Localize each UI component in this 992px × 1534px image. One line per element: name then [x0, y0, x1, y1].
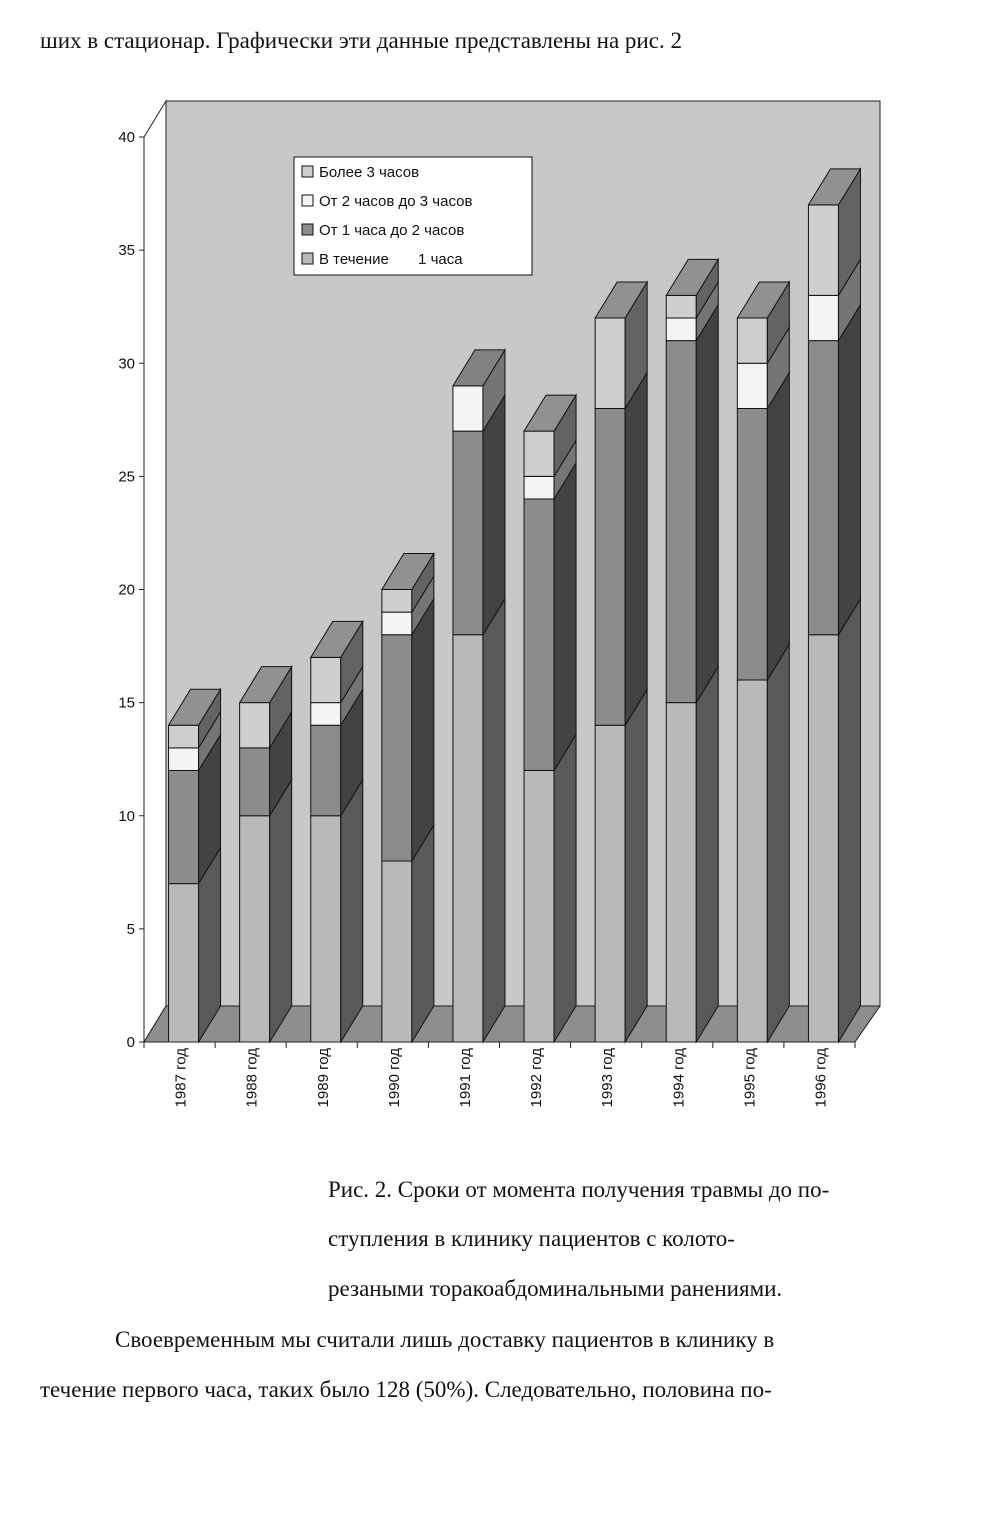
bar-segment — [808, 305, 860, 635]
bar-segment-side — [625, 373, 647, 726]
bar-segment-front — [595, 409, 625, 726]
x-tick-label: 1992 год — [528, 1048, 546, 1108]
bar-segment — [595, 373, 647, 726]
bar-segment-side — [483, 395, 505, 635]
legend-item — [302, 222, 464, 239]
bar-segment-side — [554, 463, 576, 771]
y-tick-label: 35 — [118, 242, 135, 260]
bar-segment — [666, 667, 718, 1042]
legend-item — [302, 251, 463, 268]
x-tick-label: 1994 год — [670, 1048, 688, 1108]
bar-segment-front — [737, 363, 767, 408]
bar-segment-front — [453, 386, 483, 431]
bar-segment-side — [554, 735, 576, 1043]
legend-swatch — [302, 166, 313, 177]
bar-segment-front — [240, 816, 270, 1042]
x-tick-label: 1993 год — [599, 1048, 617, 1108]
figure-caption-line-1: Рис. 2. Сроки от момента получения травмы до по- — [328, 1177, 830, 1202]
bar-1989 год — [311, 621, 363, 1042]
y-tick-label: 20 — [118, 581, 135, 599]
x-tick-label: 1996 год — [812, 1048, 830, 1108]
bar-segment-front — [311, 725, 341, 816]
y-tick-label: 0 — [126, 1034, 135, 1051]
x-tick-label: 1995 год — [741, 1048, 759, 1108]
bar-segment-front — [169, 884, 199, 1042]
bar-1991 год — [453, 350, 505, 1042]
figure-caption-line-2: ступления в клинику пациентов с колото- — [328, 1226, 735, 1251]
bar-segment-front — [382, 861, 412, 1042]
chart-side-wall — [144, 101, 166, 1042]
bar-segment-front — [808, 341, 838, 635]
bar-segment-front — [737, 318, 767, 363]
bar-segment-side — [696, 667, 718, 1042]
paragraph-line-1: Своевременным мы считали лишь доставку пациентов в клинику в — [115, 1327, 775, 1352]
bar-segment-front — [311, 657, 341, 702]
x-tick-label: 1987 год — [172, 1048, 190, 1108]
legend-label: От 2 часов до 3 часов — [319, 193, 473, 210]
bar-segment — [737, 373, 789, 681]
legend-swatch — [302, 224, 313, 235]
y-tick-label: 30 — [118, 355, 135, 373]
legend-label: В течение 1 часа — [319, 251, 463, 268]
bar-segment-side — [696, 305, 718, 703]
bar-segment-front — [808, 635, 838, 1042]
bar-segment-front — [453, 431, 483, 635]
figure-caption-line-3: резаными торакоабдоминальными ранениями. — [328, 1276, 783, 1301]
bar-segment-front — [808, 205, 838, 296]
bar-segment-front — [666, 703, 696, 1042]
y-tick-label: 10 — [118, 807, 135, 825]
x-tick-label: 1989 год — [314, 1048, 332, 1108]
y-tick-label: 40 — [118, 129, 135, 146]
bar-segment-front — [737, 680, 767, 1042]
bar-segment-front — [595, 725, 625, 1042]
bar-segment-side — [838, 599, 860, 1042]
x-tick-label: 1988 год — [243, 1048, 261, 1108]
bar-segment-side — [625, 689, 647, 1042]
bar-segment-front — [382, 635, 412, 861]
x-tick-label: 1991 год — [456, 1048, 474, 1108]
bar-1994 год — [666, 259, 718, 1042]
bar-segment-front — [666, 318, 696, 341]
bar-segment-front — [382, 612, 412, 635]
bar-1987 год — [169, 689, 221, 1042]
y-tick-label: 5 — [126, 920, 135, 938]
bar-segment — [666, 305, 718, 703]
y-tick-label: 25 — [118, 468, 135, 486]
legend-label: Более 3 часов — [319, 164, 420, 181]
x-axis — [144, 1042, 855, 1107]
y-axis — [118, 129, 144, 1051]
bar-1990 год — [382, 554, 434, 1043]
bar-segment — [595, 689, 647, 1042]
bar-segment — [453, 599, 505, 1042]
bar-segment-front — [808, 295, 838, 340]
bar-segment-front — [453, 635, 483, 1042]
bar-segment-side — [767, 644, 789, 1042]
bar-1993 год — [595, 282, 647, 1042]
bar-segment-side — [838, 305, 860, 635]
legend-swatch — [302, 253, 313, 264]
bar-segment-front — [666, 341, 696, 703]
bar-segment-front — [382, 590, 412, 613]
paragraph-line-2: течение первого часа, таких было 128 (50%). Следовательно, половина по- — [40, 1377, 772, 1402]
legend-label: От 1 часа до 2 часов — [319, 222, 465, 239]
bar-1988 год — [240, 667, 292, 1042]
bar-segment-front — [169, 771, 199, 884]
bar-segment-front — [311, 816, 341, 1042]
bar-segment-side — [483, 599, 505, 1042]
bar-segment-front — [737, 409, 767, 681]
bar-segment — [524, 735, 576, 1043]
bar-segment-front — [595, 318, 625, 409]
bar-segment-side — [767, 373, 789, 681]
bar-segment-front — [524, 476, 554, 499]
legend-item — [302, 193, 472, 210]
x-tick-label: 1990 год — [385, 1048, 403, 1108]
bar-segment-side — [412, 825, 434, 1042]
bar-1992 год — [524, 395, 576, 1042]
bar-segment — [737, 644, 789, 1042]
legend — [294, 157, 532, 275]
bar-segment-front — [169, 748, 199, 771]
bar-segment — [240, 780, 292, 1042]
bar-segment — [382, 599, 434, 861]
bar-segment-front — [240, 703, 270, 748]
bar-segment — [808, 599, 860, 1042]
bar-1996 год — [808, 169, 860, 1042]
legend-swatch — [302, 195, 313, 206]
bar-segment-front — [524, 499, 554, 771]
bar-segment-front — [524, 771, 554, 1043]
bar-segment-front — [311, 703, 341, 726]
bar-segment-front — [666, 295, 696, 318]
bar-segment — [524, 463, 576, 771]
bar-segment-front — [169, 725, 199, 748]
bar-segment-front — [524, 431, 554, 476]
legend-item — [302, 164, 419, 181]
bar-segment-front — [240, 748, 270, 816]
bar-segment-side — [341, 780, 363, 1042]
y-tick-label: 15 — [118, 694, 135, 712]
bar-segment-side — [270, 780, 292, 1042]
top-text-line: ших в стационар. Графически эти данные представлены на рис. 2 — [40, 28, 682, 53]
bar-segment-side — [412, 599, 434, 861]
bar-segment — [311, 780, 363, 1042]
bar-1995 год — [737, 282, 789, 1042]
